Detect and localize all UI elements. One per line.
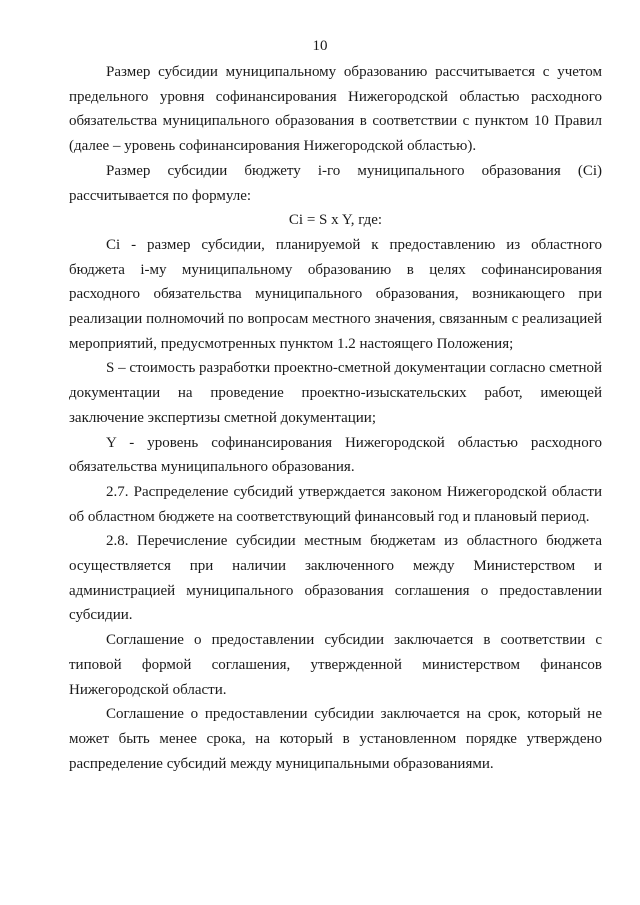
paragraph-ci-definition: Ci - размер субсидии, планируемой к предоставлению из областного бюджета i-му муниципальному образованию в целях софинансирования расходного обязательства муниципального образования, возникающего при реализации полномочий по вопросам местного значения, связанным с реализацией мероприятий, предусмотренных пунктом 1.2 настоящего Положения;: [69, 236, 602, 352]
paragraph-2-7: 2.7. Распределение субсидий утверждается законом Нижегородской области об областном бюджете на соответствующий финансовый год и плановый период.: [69, 483, 602, 525]
paragraph-agreement-form: Соглашение о предоставлении субсидии заключается в соответствии с типовой формой соглашения, утвержденной министерством финансов Нижегородской области.: [69, 632, 602, 698]
paragraph-2-8: 2.8. Перечисление субсидии местным бюджетам из областного бюджета осуществляется при наличии заключенного между Министерством и администрацией муниципального образования соглашения о предоставлении субсидии.: [69, 533, 602, 624]
paragraph-agreement-term: Соглашение о предоставлении субсидии заключается на срок, который не может быть менее срока, на который в установленном порядке утверждено распределение субсидий между муниципальными образованиями.: [69, 706, 602, 772]
paragraph-subsidy-size: Размер субсидии муниципальному образованию рассчитывается с учетом предельного уровня софинансирования Нижегородской областью расходного обязательства муниципального образования в соответствии с пунктом 10 Правил (далее – уровень софинансирования Нижегородской областью).: [69, 64, 602, 155]
formula: Ci = S x Y, где:: [288, 212, 383, 229]
page-number: 10: [312, 38, 328, 54]
paragraph-formula-intro: Размер субсидии бюджету i-го муниципального образования (Ci) рассчитывается по формуле:: [69, 162, 602, 204]
paragraph-s-definition: S – стоимость разработки проектно-сметной документации согласно сметной документации на проведение проектно-изыскательских работ, имеющей заключение экспертизы сметной документации;: [69, 360, 603, 426]
document-body: [69, 60, 602, 776]
paragraph-y-definition: Y - уровень софинансирования Нижегородской областью расходного обязательства муниципального образования.: [69, 434, 602, 476]
